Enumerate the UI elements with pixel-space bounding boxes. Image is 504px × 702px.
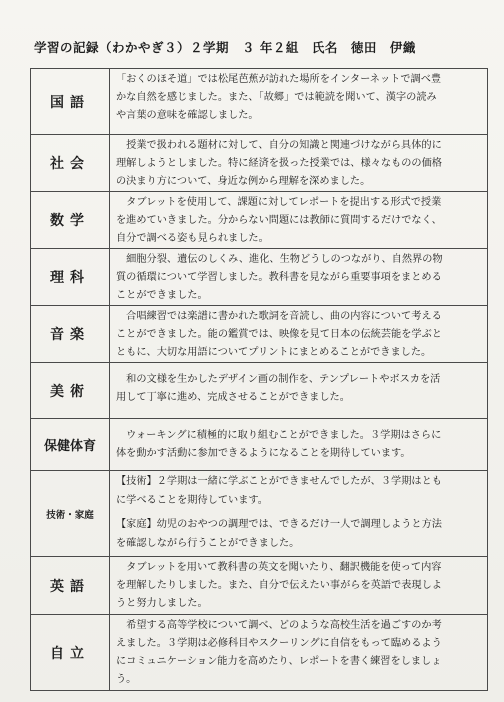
subject-cell: 保健体育 [31, 419, 110, 471]
table-row-gijutsu-katei [31, 471, 488, 557]
comment-line: にコミュニケーション能力を高めたり、レポートを書く練習をしましょ [116, 656, 442, 667]
comment-line: や言葉の意味を確認しました。 [116, 110, 259, 121]
table-row-jiritsu [31, 615, 488, 691]
subject-cell: 技術・家庭 [31, 471, 110, 557]
comment-line: 授業で扱われる題材に対して、自分の知識と関連づけながら具体的に [116, 140, 442, 151]
comment-line: 「おくのほそ道」では松尾芭蕉が訪れた場所をインターネットで調べ豊 [116, 74, 442, 85]
table-row-eigo [31, 557, 488, 615]
table-row-kokugo [31, 69, 488, 135]
table-row-rika [31, 249, 488, 306]
comment-line: タブレットを使用して、課題に対してレポートを提出する形式で授業 [116, 197, 442, 208]
comment-line: を確認しながら行うことができました。 [116, 537, 300, 549]
comment-cell [110, 363, 488, 419]
comment-line: ウォーキングに積極的に取り組むことができました。３学期はさらに [116, 430, 442, 441]
comment-cell [110, 135, 488, 192]
comment-line: 合唱練習では楽譜に書かれた歌詞を音読し、曲の内容について考える [116, 311, 442, 322]
comment-cell [110, 69, 488, 135]
comment-line: 【家庭】幼児のおやつの調理では、できるだけ一人で調理しようと方法 [116, 519, 442, 530]
table-row-bijutsu [31, 363, 488, 419]
comment-line: の決まり方について、身近な例から理解を深めました。 [116, 176, 371, 187]
page-title: 学習の記録（わかやぎ３）２学期 ３ 年２組 氏名 徳田 伊織 [34, 40, 416, 55]
comment-line: を理解したりしました。また、自分で伝えたい事がらを英語で表現しよ [116, 580, 442, 591]
comment-cell [110, 192, 488, 249]
comment-line: ことができました。 [116, 290, 208, 301]
comment-line: 自分で調べる姿も見られました。 [116, 233, 269, 244]
comment-line: えました。３学期は必修科目やスクーリングに自信をもって臨めるよう [116, 638, 442, 649]
comment-line: 希望する高等学校について調べ、どのような高校生活を過ごすのか考 [116, 620, 442, 631]
comment-cell [110, 471, 488, 557]
comment-line: う。 [116, 674, 137, 685]
comment-line: 理解しようとしました。特に経済を扱った授業では、様々なものの価格 [116, 158, 442, 169]
comment-cell [110, 419, 488, 471]
comment-line: うと努力しました。 [116, 598, 208, 609]
subject-cell: 英語 [31, 557, 110, 615]
table-row-ongaku [31, 306, 488, 363]
comment-line: かな自然を感じました。また、「故郷」では範読を聞いて、漢字の読み [116, 92, 437, 103]
comment-cell [110, 249, 488, 306]
comment-line: 細胞分裂、遺伝のしくみ、進化、生物どうしのつながり、自然界の物 [116, 254, 443, 265]
subject-cell: 社会 [31, 135, 110, 192]
comment-line: 質の循環について学習しました。教科書を見ながら重要事項をまとめる [116, 272, 442, 283]
comment-line: を進めていきました。分からない問題には教師に質問するだけでなく、 [116, 215, 442, 226]
subject-cell: 音楽 [31, 306, 110, 363]
subject-cell: 美術 [31, 363, 110, 419]
subject-cell: 国語 [31, 69, 110, 135]
comment-cell [110, 306, 488, 363]
subject-cell: 数学 [31, 192, 110, 249]
comment-cell [110, 615, 488, 691]
comment-line: 【技術】２学期は一緒に学ぶことができませんでしたが、３学期はとも [116, 476, 442, 487]
subject-cell: 自立 [31, 615, 110, 691]
table-row-sugaku [31, 192, 488, 249]
comment-line: 用して丁寧に進め、完成させることができました。 [116, 392, 350, 403]
comment-cell [110, 557, 488, 615]
comment-line: ことができました。能の鑑賞では、映像を見て日本の伝統芸能を学ぶと [116, 329, 442, 340]
comment-line: 体を動かす活動に参加できるようになることを期待しています。 [116, 448, 411, 459]
comment-line: 和の文様を生かしたデザイン画の制作を、テンプレートやボスカを活 [116, 374, 441, 385]
comment-line: ともに、大切な用語についてプリントにまとめることができました。 [116, 347, 432, 358]
comment-line: に学べることを期待しています。 [116, 494, 268, 506]
subject-cell: 理科 [31, 249, 110, 306]
comment-line: タブレットを用いて教科書の英文を聞いたり、翻訳機能を使って内容 [116, 562, 442, 573]
table-row-shakai [31, 135, 488, 192]
table-row-hoken-taiiku [31, 419, 488, 471]
learning-record-table [30, 68, 488, 691]
